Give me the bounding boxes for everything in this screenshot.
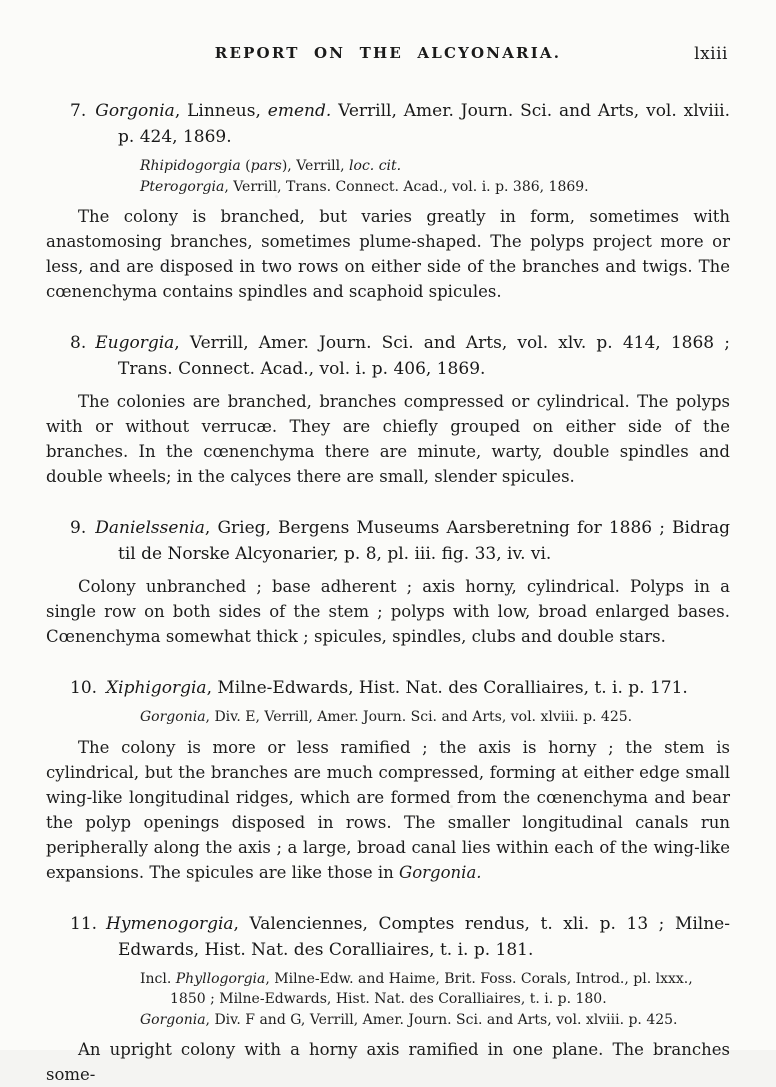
- citation-line: [46, 156, 730, 177]
- entry-hymenogorgia: [46, 911, 730, 1087]
- entry-heading: [46, 675, 730, 701]
- description-paragraph: [46, 735, 730, 885]
- heading-text: , Linneus,: [175, 101, 268, 121]
- scan-speck: [120, 290, 123, 293]
- genus-name: Gorgonia: [95, 101, 175, 121]
- description-paragraph: [46, 389, 730, 489]
- entry-heading: [46, 330, 730, 382]
- entry-number: 7.: [70, 101, 86, 121]
- description-paragraph: [46, 574, 730, 649]
- citation-text: , Milne-Edw. and Haime, Brit. Foss. Corals, Introd., pl. lxxx., 1850 ; Milne-Edwards, Hist. Nat. des Coralliaires, t. i. p. 180.: [170, 971, 693, 1008]
- entry-heading: [46, 98, 730, 150]
- synonym-name: Pterogorgia: [140, 179, 224, 195]
- entry-heading: [46, 911, 730, 963]
- genus-name: Danielssenia: [95, 518, 205, 538]
- entry-xiphigorgia: [46, 675, 730, 885]
- citation-text: ), Verrill,: [282, 158, 349, 174]
- paragraph-genus-ref: Gorgonia.: [399, 863, 481, 882]
- entry-number: 11.: [70, 914, 97, 934]
- citation-text: , Div. F and G, Verrill, Amer. Journ. Sci. and Arts, vol. xlviii. p. 425.: [206, 1012, 678, 1028]
- citation-loc-cit: loc. cit.: [349, 158, 401, 174]
- paragraph-text: Colony unbranched ; base adherent ; axis horny, cylindrical. Polyps in a single row on both sides of the stem ; polyps with low, broad enlarged bases. Cœnenchyma somewhat thick ; spicules, spindles, clubs and double stars.: [46, 577, 730, 646]
- citation-text: Incl.: [140, 971, 176, 987]
- entry-heading: [46, 515, 730, 567]
- description-paragraph: [46, 1037, 730, 1087]
- citation-line: [46, 177, 730, 198]
- citation-line: [46, 707, 730, 728]
- description-paragraph: [46, 204, 730, 304]
- paragraph-text: An upright colony with a horny axis ramified in one plane. The branches some-: [46, 1040, 730, 1084]
- entry-number: 10.: [70, 678, 97, 698]
- citation-line: [46, 1010, 730, 1031]
- heading-text: , Valenciennes, Comptes rendus, t. xli. p. 13 ; Milne-Edwards, Hist. Nat. des Coralliaires, t. i. p. 181.: [118, 914, 730, 960]
- paragraph-text: The colonies are branched, branches compressed or cylindrical. The polyps with or without verrucæ. They are chiefly grouped on either side of the branches. In the cœnenchyma there are minute, warty, double spindles and double wheels; in the calyces there are small, slender spicules.: [46, 392, 730, 486]
- citation-line: [46, 969, 730, 1010]
- heading-text: Verrill, Amer. Journ. Sci. and Arts, vol. xlviii. p. 424, 1869.: [118, 101, 730, 147]
- entry-eugorgia: [46, 330, 730, 489]
- entry-gorgonia: [46, 98, 730, 304]
- heading-text: , Milne-Edwards, Hist. Nat. des Coralliaires, t. i. p. 171.: [207, 678, 688, 698]
- citation-pars: pars: [251, 158, 282, 174]
- citation-text: , Div. E, Verrill, Amer. Journ. Sci. and Arts, vol. xlviii. p. 425.: [206, 709, 633, 725]
- synonym-name: Rhipidogorgia: [140, 158, 241, 174]
- page-title: REPORT ON THE ALCYONARIA.: [215, 44, 561, 62]
- page-number: lxiii: [694, 44, 728, 64]
- synonym-name: Phyllogorgia: [176, 971, 266, 987]
- running-head: [46, 44, 730, 64]
- genus-name: Xiphigorgia: [106, 678, 207, 698]
- genus-name: Eugorgia: [95, 333, 174, 353]
- citation-text: (: [241, 158, 251, 174]
- genus-name: Hymenogorgia: [106, 914, 234, 934]
- synonymy-citations: [46, 969, 730, 1031]
- heading-text: , Grieg, Bergens Museums Aarsberetning for 1886 ; Bidrag til de Norske Alcyonarier, p. 8, pl. iii. fig. 33, iv. vi.: [118, 518, 730, 564]
- synonym-name: Gorgonia: [140, 709, 206, 725]
- paragraph-text: The colony is more or less ramified ; the axis is horny ; the stem is cylindrical, but the branches are much compressed, forming at either edge small wing-like longitudinal ridges, which are formed from the cœnenchyma and bear the polyp openings disposed in rows. The smaller longitudinal canals run peripherally along the axis ; a large, broad canal lies within each of the wing-like expansions. The spicules are like those in: [46, 738, 730, 882]
- heading-text: , Verrill, Amer. Journ. Sci. and Arts, vol. xlv. p. 414, 1868 ; Trans. Connect. Acad., vol. i. p. 406, 1869.: [118, 333, 730, 379]
- entry-number: 8.: [70, 333, 86, 353]
- synonym-name: Gorgonia: [140, 1012, 206, 1028]
- entry-number: 9.: [70, 518, 86, 538]
- heading-emend: emend.: [268, 101, 331, 121]
- synonymy-citations: [46, 707, 730, 728]
- entry-danielssenia: [46, 515, 730, 649]
- synonymy-citations: [46, 156, 730, 197]
- citation-text: , Verrill, Trans. Connect. Acad., vol. i. p. 386, 1869.: [224, 179, 588, 195]
- paragraph-text: The colony is branched, but varies greatly in form, sometimes with anastomosing branches, sometimes plume-shaped. The polyps project more or less, and are disposed in two rows on either side of the branches and twigs. The cœnenchyma contains spindles and scaphoid spicules.: [46, 207, 730, 301]
